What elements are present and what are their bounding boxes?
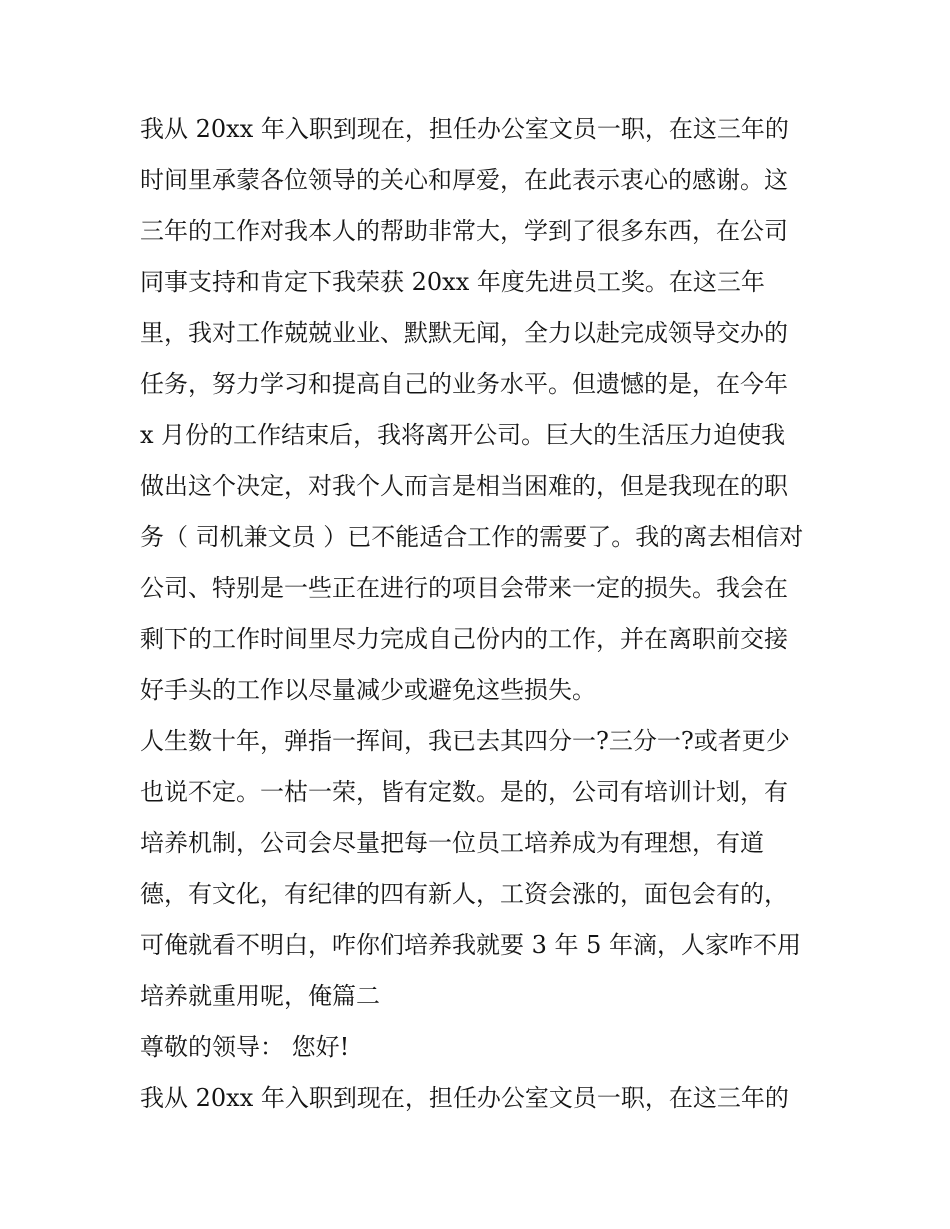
text-line: 也说不定。一枯一荣，皆有定数。是的，公司有培训计划，有 xyxy=(140,778,788,806)
text-line: 可俺就看不明白，咋你们培养我就要 3 年 5 年滴，人家咋不用 xyxy=(140,931,802,959)
text-line: 剩下的工作时间里尽力完成自己份内的工作，并在离职前交接 xyxy=(140,625,788,653)
text-line: 时间里承蒙各位领导的关心和厚爱，在此表示衷心的感谢。这 xyxy=(140,166,788,194)
text-line: 任务，努力学习和提高自己的业务水平。但遗憾的是，在今年 xyxy=(140,370,788,398)
text-line: 做出这个决定，对我个人而言是相当困难的，但是我现在的职 xyxy=(140,472,788,500)
text-line: 公司、特别是一些正在进行的项目会带来一定的损失。我会在 xyxy=(140,574,788,602)
text-line: 德，有文化，有纪律的四有新人，工资会涨的，面包会有的， xyxy=(140,880,788,908)
text-line: 同事支持和肯定下我荣获 20xx 年度先进员工奖。在这三年 xyxy=(140,268,765,296)
text-line: 培养就重用呢，俺篇二 xyxy=(140,982,380,1010)
text-line: x 月份的工作结束后，我将离开公司。巨大的生活压力迫使我 xyxy=(140,421,786,449)
document-body xyxy=(140,104,820,1124)
text-line: 我从 20xx 年入职到现在，担任办公室文员一职，在这三年的 xyxy=(140,1084,789,1112)
text-line: 务（ 司机兼文员 ）已不能适合工作的需要了。我的离去相信对 xyxy=(140,523,804,551)
text-line: 里，我对工作兢兢业业、默默无闻，全力以赴完成领导交办的 xyxy=(140,319,788,347)
text-line: 培养机制，公司会尽量把每一位员工培养成为有理想，有道 xyxy=(140,829,764,857)
text-line: 好手头的工作以尽量减少或避免这些损失。 xyxy=(140,676,596,704)
text-line: 我从 20xx 年入职到现在，担任办公室文员一职，在这三年的 xyxy=(140,115,789,143)
text-line: 三年的工作对我本人的帮助非常大，学到了很多东西，在公司 xyxy=(140,217,788,245)
text-line: 人生数十年，弹指一挥间，我已去其四分一?三分一?或者更少 xyxy=(140,727,790,755)
salutation-line: 尊敬的领导： 您好! xyxy=(140,1033,350,1061)
